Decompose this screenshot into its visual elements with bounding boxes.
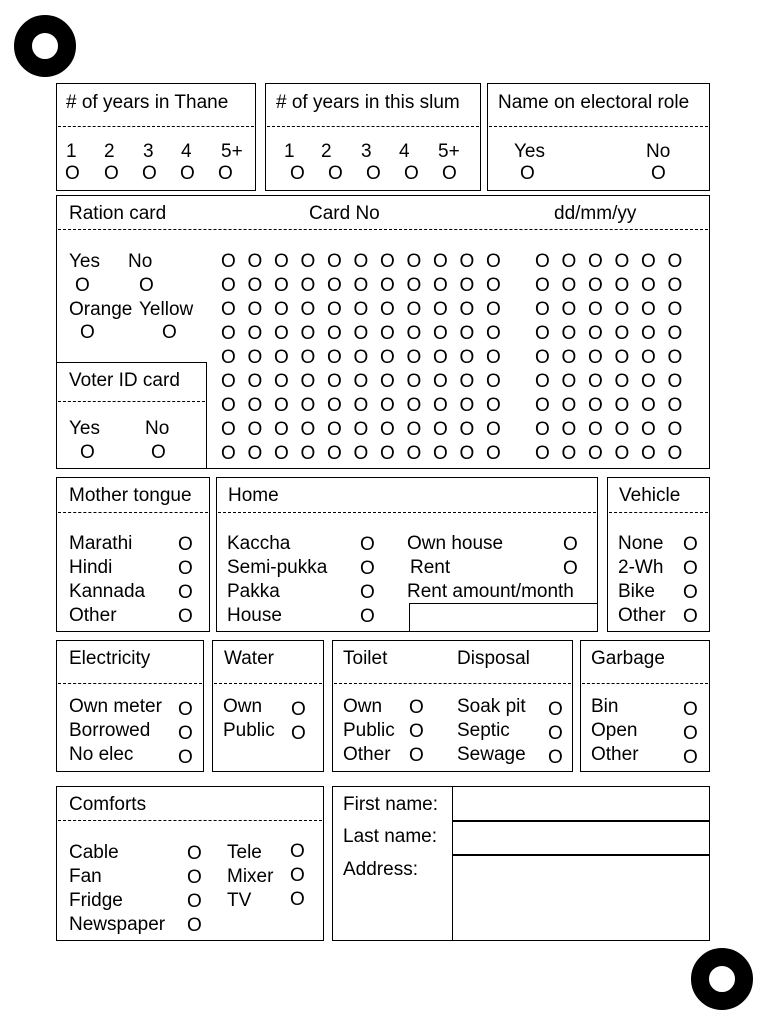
card-number-bubble[interactable]: O [221, 347, 236, 368]
card-number-bubble[interactable]: O [353, 323, 369, 344]
comforts-newspaper-bubble[interactable]: O [187, 915, 202, 936]
years-slum-option-2: 2 [321, 141, 332, 162]
card-number-bubble[interactable]: O [353, 275, 369, 296]
water-own-bubble[interactable]: O [291, 699, 306, 720]
years-thane-title: # of years in Thane [66, 92, 229, 113]
date-bubble[interactable]: O [588, 443, 603, 464]
years-slum-option-4: 4 [399, 141, 410, 162]
comforts-mixer: Mixer [227, 866, 274, 887]
card-number-bubble[interactable]: O [327, 371, 342, 392]
electricity-no-elec-bubble[interactable]: O [178, 747, 193, 768]
card-number-bubble[interactable]: O [274, 299, 289, 320]
card-number-bubble[interactable]: O [274, 347, 289, 368]
electoral-no-bubble[interactable]: O [651, 163, 666, 184]
card-number-bubble[interactable]: O [274, 275, 289, 296]
card-number-bubble[interactable]: O [274, 419, 289, 440]
comforts-cable: Cable [69, 842, 119, 863]
card-number-bubble[interactable]: O [433, 419, 448, 440]
registration-mark-bottom-right [691, 948, 753, 1010]
date-bubble[interactable]: O [614, 251, 630, 272]
mother-tongue-other-bubble[interactable]: O [178, 606, 193, 627]
electricity-borrowed-bubble[interactable]: O [178, 723, 193, 744]
card-number-bubble[interactable]: O [300, 275, 316, 296]
date-bubble[interactable]: O [535, 443, 550, 464]
card-number-bubble[interactable]: O [327, 251, 342, 272]
card-number-bubble[interactable]: O [486, 347, 501, 368]
date-bubble[interactable]: O [614, 443, 630, 464]
mother-tongue-marathi: Marathi [69, 533, 133, 554]
card-number-bubble[interactable]: O [247, 251, 263, 272]
registration-mark-top-left [14, 15, 76, 77]
years-slum-option-3: 3 [361, 141, 372, 162]
card-number-bubble[interactable]: O [274, 251, 289, 272]
date-bubble[interactable]: O [614, 275, 630, 296]
vehicle-2wh: 2-Wh [618, 557, 664, 578]
mother-tongue-kannada-bubble[interactable]: O [178, 582, 193, 603]
card-number-bubble[interactable]: O [247, 347, 263, 368]
garbage-open-bubble[interactable]: O [683, 723, 698, 744]
divider [58, 512, 208, 513]
card-number-bubble[interactable]: O [433, 443, 448, 464]
date-bubble[interactable]: O [614, 299, 630, 320]
address-input[interactable] [452, 854, 710, 941]
card-number-bubble[interactable]: O [300, 299, 316, 320]
card-number-bubble[interactable]: O [300, 323, 316, 344]
date-bubble[interactable]: O [667, 419, 683, 440]
voter-yes-bubble[interactable]: O [80, 442, 95, 463]
divider [267, 126, 479, 127]
years-slum-title: # of years in this slum [276, 92, 460, 113]
date-bubble[interactable]: O [535, 275, 550, 296]
date-bubble[interactable]: O [588, 275, 603, 296]
mother-tongue-kannada: Kannada [69, 581, 146, 602]
comforts-newspaper: Newspaper [69, 914, 166, 935]
date-label: dd/mm/yy [554, 203, 637, 224]
card-number-bubble[interactable]: O [433, 347, 448, 368]
card-number-bubble[interactable]: O [327, 275, 342, 296]
electricity-title: Electricity [69, 648, 151, 669]
card-number-bubble[interactable]: O [221, 419, 236, 440]
comforts-title: Comforts [69, 794, 147, 815]
date-bubble[interactable]: O [667, 323, 683, 344]
card-number-bubble[interactable]: O [406, 347, 422, 368]
card-number-bubble[interactable]: O [433, 323, 448, 344]
years-thane-bubble-2[interactable]: O [104, 163, 119, 184]
garbage-bin-bubble[interactable]: O [683, 699, 698, 720]
date-bubble[interactable]: O [535, 323, 550, 344]
card-number-bubble[interactable]: O [486, 323, 501, 344]
years-slum-bubble-4[interactable]: O [404, 163, 419, 184]
card-number-bubble[interactable]: O [380, 323, 395, 344]
comforts-tv-bubble[interactable]: O [290, 889, 305, 910]
vehicle-title: Vehicle [619, 485, 681, 506]
years-slum-bubble-1[interactable]: O [290, 163, 305, 184]
disposal-soak-pit-bubble[interactable]: O [548, 699, 563, 720]
first-name-input[interactable] [452, 786, 710, 822]
date-bubble[interactable]: O [588, 371, 603, 392]
card-number-bubble[interactable]: O [406, 443, 422, 464]
toilet-public-bubble[interactable]: O [409, 721, 424, 742]
disposal-sewage-bubble[interactable]: O [548, 747, 563, 768]
vehicle-other: Other [618, 605, 666, 626]
years-slum-bubble-3[interactable]: O [366, 163, 381, 184]
home-title: Home [228, 485, 279, 506]
card-number-bubble[interactable]: O [406, 251, 422, 272]
ration-yellow-label: Yellow [139, 299, 194, 320]
card-number-bubble[interactable]: O [406, 299, 422, 320]
card-number-bubble[interactable]: O [274, 443, 289, 464]
card-number-bubble[interactable]: O [353, 443, 369, 464]
years-thane-bubble-4[interactable]: O [180, 163, 195, 184]
card-number-bubble[interactable]: O [247, 299, 263, 320]
date-bubble[interactable]: O [614, 419, 630, 440]
years-slum-option-1: 1 [284, 141, 295, 162]
date-bubble[interactable]: O [641, 275, 656, 296]
card-number-bubble[interactable]: O [327, 419, 342, 440]
home-pakka-bubble[interactable]: O [360, 582, 375, 603]
card-number-bubble[interactable]: O [327, 299, 342, 320]
home-own-house-bubble[interactable]: O [563, 534, 578, 555]
card-number-bubble[interactable]: O [406, 275, 422, 296]
date-bubble[interactable]: O [614, 347, 630, 368]
divider [609, 512, 708, 513]
date-bubble[interactable]: O [561, 347, 577, 368]
date-bubble[interactable]: O [641, 299, 656, 320]
card-number-bubble[interactable]: O [353, 299, 369, 320]
garbage-open: Open [591, 720, 638, 741]
garbage-bin: Bin [591, 696, 619, 717]
mother-tongue-hindi: Hindi [69, 557, 113, 578]
card-number-bubble[interactable]: O [459, 251, 475, 272]
date-bubble[interactable]: O [588, 419, 603, 440]
ration-yes-bubble[interactable]: O [75, 275, 90, 296]
years-slum-option-5plus: 5+ [438, 141, 460, 162]
date-bubble[interactable]: O [535, 347, 550, 368]
card-number-bubble[interactable]: O [353, 395, 369, 416]
card-number-bubble[interactable]: O [221, 251, 236, 272]
divider [489, 126, 708, 127]
disposal-soak-pit: Soak pit [457, 696, 526, 717]
card-number-bubble[interactable]: O [247, 371, 263, 392]
voter-no-label: No [145, 418, 170, 439]
comforts-fridge-bubble[interactable]: O [187, 891, 202, 912]
years-thane-bubble-3[interactable]: O [142, 163, 157, 184]
comforts-tv: TV [227, 890, 252, 911]
toilet-own-bubble[interactable]: O [409, 697, 424, 718]
card-number-bubble[interactable]: O [221, 395, 236, 416]
card-number-bubble[interactable]: O [380, 251, 395, 272]
comforts-fan-bubble[interactable]: O [187, 867, 202, 888]
water-public: Public [223, 720, 275, 741]
ration-yellow-bubble[interactable]: O [162, 322, 177, 343]
years-slum-bubble-2[interactable]: O [328, 163, 343, 184]
ration-no-label: No [128, 251, 153, 272]
divider [218, 512, 596, 513]
card-number-bubble[interactable]: O [459, 395, 475, 416]
card-number-bubble[interactable]: O [327, 347, 342, 368]
first-name-label: First name: [343, 794, 439, 815]
mother-tongue-other: Other [69, 605, 117, 626]
date-bubble[interactable]: O [588, 323, 603, 344]
water-public-bubble[interactable]: O [291, 723, 306, 744]
last-name-label: Last name: [343, 826, 437, 847]
card-number-bubble[interactable]: O [221, 299, 236, 320]
home-own-house: Own house [407, 533, 504, 554]
date-bubble[interactable]: O [641, 395, 656, 416]
vehicle-other-bubble[interactable]: O [683, 606, 698, 627]
date-bubble[interactable]: O [561, 299, 577, 320]
garbage-title: Garbage [591, 648, 665, 669]
date-bubble[interactable]: O [667, 347, 683, 368]
card-number-bubble[interactable]: O [221, 443, 236, 464]
date-bubble[interactable]: O [535, 395, 550, 416]
date-bubble[interactable]: O [614, 323, 630, 344]
date-bubble[interactable]: O [641, 371, 656, 392]
card-number-bubble[interactable]: O [247, 443, 263, 464]
comforts-fan: Fan [69, 866, 102, 887]
card-number-bubble[interactable]: O [274, 371, 289, 392]
ration-orange-label: Orange [69, 299, 133, 320]
card-number-bubble[interactable]: O [406, 395, 422, 416]
date-bubble[interactable]: O [535, 371, 550, 392]
card-number-bubble[interactable]: O [221, 371, 236, 392]
card-number-bubble[interactable]: O [486, 251, 501, 272]
date-bubble[interactable]: O [588, 251, 603, 272]
card-number-bubble[interactable]: O [380, 347, 395, 368]
card-number-bubble[interactable]: O [274, 323, 289, 344]
card-number-bubble[interactable]: O [353, 419, 369, 440]
card-number-bubble[interactable]: O [300, 395, 316, 416]
card-number-bubble[interactable]: O [433, 395, 448, 416]
years-thane-option-4: 4 [181, 141, 192, 162]
date-bubble[interactable]: O [588, 347, 603, 368]
card-number-bubble[interactable]: O [221, 275, 236, 296]
date-bubble[interactable]: O [641, 323, 656, 344]
voter-id-title: Voter ID card [69, 370, 180, 391]
comforts-tele-bubble[interactable]: O [290, 841, 305, 862]
date-bubble[interactable]: O [641, 443, 656, 464]
card-number-bubble[interactable]: O [486, 371, 501, 392]
card-number-bubble[interactable]: O [459, 371, 475, 392]
card-number-bubble[interactable]: O [300, 371, 316, 392]
card-number-bubble[interactable]: O [433, 251, 448, 272]
card-number-bubble[interactable]: O [406, 371, 422, 392]
date-bubble[interactable]: O [667, 275, 683, 296]
card-number-bubble[interactable]: O [459, 323, 475, 344]
card-number-bubble[interactable]: O [380, 419, 395, 440]
card-number-bubble[interactable]: O [300, 347, 316, 368]
card-number-bubble[interactable]: O [353, 251, 369, 272]
ration-yes-label: Yes [69, 251, 100, 272]
card-number-bubble[interactable]: O [300, 251, 316, 272]
divider [58, 683, 202, 684]
mother-tongue-title: Mother tongue [69, 485, 192, 506]
home-rent-amount-label: Rent amount/month [407, 581, 574, 602]
date-bubble[interactable]: O [641, 419, 656, 440]
card-number-bubble[interactable]: O [459, 419, 475, 440]
card-no-label: Card No [309, 203, 380, 224]
vehicle-bike-bubble[interactable]: O [683, 582, 698, 603]
date-bubble[interactable]: O [561, 251, 577, 272]
electoral-yes-label: Yes [514, 141, 545, 162]
garbage-other: Other [591, 744, 639, 765]
date-bubble[interactable]: O [667, 251, 683, 272]
years-thane-option-2: 2 [104, 141, 115, 162]
water-title: Water [224, 648, 274, 669]
card-number-bubble[interactable]: O [486, 419, 501, 440]
disposal-sewage: Sewage [457, 744, 526, 765]
years-thane-bubble-1[interactable]: O [65, 163, 80, 184]
toilet-other-bubble[interactable]: O [409, 745, 424, 766]
card-number-bubble[interactable]: O [380, 443, 395, 464]
home-kaccha-bubble[interactable]: O [360, 534, 375, 555]
date-bubble[interactable]: O [535, 419, 550, 440]
comforts-cable-bubble[interactable]: O [187, 843, 202, 864]
date-bubble[interactable]: O [588, 299, 603, 320]
card-number-bubble[interactable]: O [247, 395, 263, 416]
electricity-own-meter-bubble[interactable]: O [178, 699, 193, 720]
rent-amount-input[interactable] [409, 603, 598, 632]
electricity-no-elec: No elec [69, 744, 134, 765]
disposal-septic-bubble[interactable]: O [548, 723, 563, 744]
card-number-bubble[interactable]: O [327, 323, 342, 344]
card-number-bubble[interactable]: O [406, 419, 422, 440]
date-bubble[interactable]: O [561, 443, 577, 464]
years-slum-bubble-5plus[interactable]: O [442, 163, 457, 184]
electricity-own-meter: Own meter [69, 696, 162, 717]
card-number-bubble[interactable]: O [247, 275, 263, 296]
card-number-bubble[interactable]: O [433, 299, 448, 320]
card-number-bubble[interactable]: O [433, 275, 448, 296]
address-label: Address: [343, 859, 418, 880]
card-number-bubble[interactable]: O [300, 443, 316, 464]
comforts-mixer-bubble[interactable]: O [290, 865, 305, 886]
electoral-yes-bubble[interactable]: O [520, 163, 535, 184]
card-number-bubble[interactable]: O [486, 395, 501, 416]
date-bubble[interactable]: O [667, 395, 683, 416]
garbage-other-bubble[interactable]: O [683, 747, 698, 768]
divider [214, 683, 322, 684]
date-bubble[interactable]: O [535, 299, 550, 320]
vehicle-none: None [618, 533, 664, 554]
card-number-bubble[interactable]: O [459, 443, 475, 464]
card-number-bubble[interactable]: O [380, 371, 395, 392]
date-bubble[interactable]: O [561, 419, 577, 440]
date-bubble[interactable]: O [667, 443, 683, 464]
electricity-borrowed: Borrowed [69, 720, 151, 741]
card-number-bubble[interactable]: O [327, 395, 342, 416]
card-number-bubble[interactable]: O [300, 419, 316, 440]
mother-tongue-hindi-bubble[interactable]: O [178, 558, 193, 579]
card-number-bubble[interactable]: O [486, 443, 501, 464]
home-kaccha: Kaccha [227, 533, 291, 554]
card-number-bubble[interactable]: O [221, 323, 236, 344]
toilet-own: Own [343, 696, 383, 717]
home-rent: Rent [410, 557, 451, 578]
card-number-bubble[interactable]: O [459, 275, 475, 296]
date-bubble[interactable]: O [667, 299, 683, 320]
electoral-no-label: No [646, 141, 671, 162]
card-number-bubble[interactable]: O [327, 443, 342, 464]
comforts-tele: Tele [227, 842, 262, 863]
card-number-bubble[interactable]: O [486, 299, 501, 320]
home-house: House [227, 605, 282, 626]
card-number-bubble[interactable]: O [247, 419, 263, 440]
home-pakka: Pakka [227, 581, 280, 602]
card-number-bubble[interactable]: O [486, 275, 501, 296]
date-bubble[interactable]: O [535, 251, 550, 272]
date-bubble[interactable]: O [614, 395, 630, 416]
mother-tongue-marathi-bubble[interactable]: O [178, 534, 193, 555]
years-thane-bubble-5plus[interactable]: O [218, 163, 233, 184]
home-house-bubble[interactable]: O [360, 606, 375, 627]
comforts-fridge: Fridge [69, 890, 123, 911]
toilet-public: Public [343, 720, 395, 741]
divider [58, 820, 322, 821]
home-semi-pukka: Semi-pukka [227, 557, 328, 578]
vehicle-2wh-bubble[interactable]: O [683, 558, 698, 579]
disposal-septic: Septic [457, 720, 510, 741]
ration-orange-bubble[interactable]: O [80, 322, 95, 343]
date-bubble[interactable]: O [614, 371, 630, 392]
years-thane-option-3: 3 [143, 141, 154, 162]
electoral-title: Name on electoral role [498, 92, 690, 113]
card-number-bubble[interactable]: O [353, 347, 369, 368]
ration-no-bubble[interactable]: O [139, 275, 154, 296]
date-bubble[interactable]: O [561, 371, 577, 392]
date-bubble[interactable]: O [588, 395, 603, 416]
date-bubble[interactable]: O [667, 371, 683, 392]
voter-no-bubble[interactable]: O [151, 442, 166, 463]
disposal-title: Disposal [457, 648, 530, 669]
ration-card-title: Ration card [69, 203, 167, 224]
voter-yes-label: Yes [69, 418, 100, 439]
date-bubble[interactable]: O [561, 323, 577, 344]
card-number-bubble[interactable]: O [380, 275, 395, 296]
card-number-bubble[interactable]: O [353, 371, 369, 392]
years-thane-option-1: 1 [66, 141, 77, 162]
years-thane-option-5plus: 5+ [221, 141, 243, 162]
last-name-input[interactable] [452, 820, 710, 856]
divider [58, 229, 708, 230]
card-number-bubble[interactable]: O [433, 371, 448, 392]
card-number-bubble[interactable]: O [459, 299, 475, 320]
card-number-bubble[interactable]: O [406, 323, 422, 344]
card-number-bubble[interactable]: O [459, 347, 475, 368]
card-number-bubble[interactable]: O [380, 299, 395, 320]
divider [58, 401, 205, 402]
card-number-bubble[interactable]: O [274, 395, 289, 416]
divider [58, 126, 254, 127]
divider [582, 683, 708, 684]
date-bubble[interactable]: O [641, 347, 656, 368]
toilet-other: Other [343, 744, 391, 765]
date-bubble[interactable]: O [641, 251, 656, 272]
date-bubble[interactable]: O [561, 275, 577, 296]
card-number-bubble[interactable]: O [247, 323, 263, 344]
vehicle-none-bubble[interactable]: O [683, 534, 698, 555]
toilet-title: Toilet [343, 648, 388, 669]
vehicle-bike: Bike [618, 581, 655, 602]
home-rent-bubble[interactable]: O [563, 558, 578, 579]
divider [334, 683, 571, 684]
home-semi-pukka-bubble[interactable]: O [360, 558, 375, 579]
card-number-bubble[interactable]: O [380, 395, 395, 416]
date-bubble[interactable]: O [561, 395, 577, 416]
water-own: Own [223, 696, 263, 717]
